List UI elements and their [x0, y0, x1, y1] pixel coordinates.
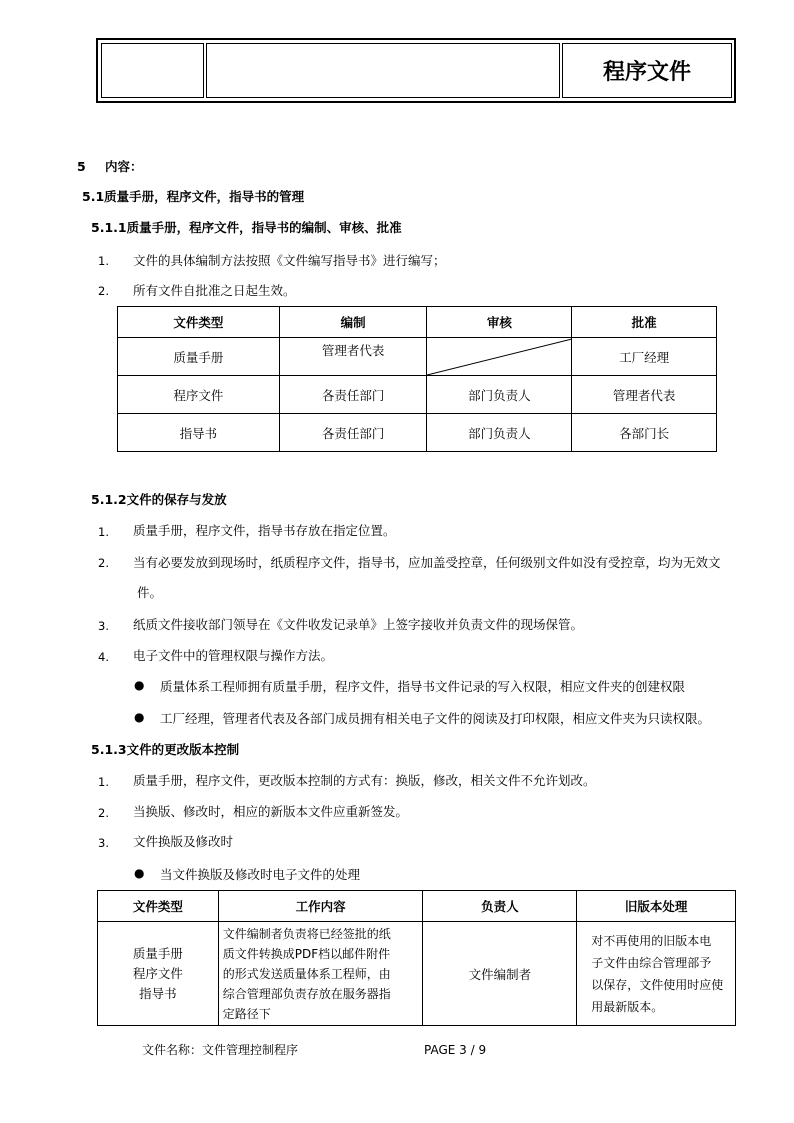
list-item: 文件换版及修改时 — [133, 834, 234, 849]
table-row — [118, 338, 717, 376]
list-number: 1. — [98, 525, 109, 539]
footer-page: PAGE 3 / 9 — [424, 1043, 487, 1057]
table-cell: 管理者代表 — [279, 338, 427, 376]
table-header-row — [98, 891, 736, 922]
list-item: 电子文件中的管理权限与操作方法。 — [133, 648, 334, 663]
table-row — [118, 376, 717, 414]
table-header-row — [118, 307, 717, 338]
table-header-cell: 文件类型 — [118, 307, 280, 338]
table-header-cell: 工作内容 — [218, 891, 423, 922]
table-cell: 部门负责人 — [427, 376, 572, 414]
list-number: 2. — [98, 806, 109, 820]
list-item: 当换版、修改时，相应的新版本文件应重新签发。 — [133, 804, 409, 819]
table-cell: 文件编制者 — [423, 922, 577, 1026]
table-cell: 部门负责人 — [427, 414, 572, 452]
section-heading: 内容： — [105, 159, 143, 174]
list-item: 质量手册，程序文件，指导书存放在指定位置。 — [133, 523, 396, 538]
bullet-item: 质量体系工程师拥有质量手册，程序文件，指导书文件记录的写入权限，相应文件夹的创建权限 — [160, 679, 686, 694]
footer-file-name: 文件名称：文件管理控制程序 — [142, 1043, 299, 1057]
table-cell: 工厂经理 — [572, 338, 717, 376]
list-item: 纸质文件接收部门领导在《文件收发记录单》上签字接收并负责文件的现场保管。 — [133, 617, 584, 632]
cell-line: 程序文件 — [132, 965, 183, 981]
subsection-5-1-1: 5.1.1质量手册，程序文件，指导书的编制、审核、批准 — [91, 220, 402, 235]
list-number: 2. — [98, 284, 109, 298]
cell-line: 定路径下 — [222, 1006, 271, 1021]
bullet-dot-icon: ● — [134, 678, 145, 692]
bullet-dot-icon: ● — [134, 866, 145, 880]
cell-line: 指导书 — [139, 985, 177, 1001]
table-cell-work — [218, 922, 423, 1026]
list-number: 1. — [98, 254, 109, 268]
header-middle-cell — [206, 43, 560, 98]
cell-line: 的形式发送质量体系工程师，由 — [222, 966, 391, 981]
cell-line: 综合管理部负责存放在服务器指 — [222, 986, 391, 1001]
cell-line: 质量手册 — [132, 945, 183, 961]
list-number: 3. — [98, 836, 109, 850]
section-number: 5 — [77, 159, 86, 174]
list-number: 1. — [98, 775, 109, 789]
list-item: 所有文件自批准之日起生效。 — [133, 283, 296, 298]
header-logo-cell — [101, 43, 204, 98]
table-header-cell: 负责人 — [423, 891, 577, 922]
table-cell: 各部门长 — [572, 414, 717, 452]
approval-table — [117, 306, 717, 452]
list-item-continuation: 件。 — [137, 585, 163, 600]
cell-line: 用最新版本。 — [591, 999, 664, 1014]
list-item: 质量手册，程序文件，更改版本控制的方式有：换版，修改，相关文件不允许划改。 — [133, 773, 596, 788]
table-cell: 各责任部门 — [279, 414, 427, 452]
list-number: 3. — [98, 619, 109, 633]
cell-line: 以保存，文件使用时应使 — [591, 977, 724, 992]
table-header-cell: 审核 — [427, 307, 572, 338]
header-title: 程序文件 — [562, 43, 732, 98]
document-header — [96, 38, 736, 103]
table-cell: 质量手册 — [118, 338, 280, 376]
diagonal-line — [427, 338, 572, 376]
bullet-item: 当文件换版及修改时电子文件的处理 — [160, 867, 361, 882]
table-cell-types — [98, 922, 219, 1026]
table-cell: 指导书 — [118, 414, 280, 452]
table-header-cell: 文件类型 — [98, 891, 219, 922]
cell-line: 质文件转换成PDF档以邮件附件 — [222, 946, 391, 961]
table-header-cell: 批准 — [572, 307, 717, 338]
list-item: 当有必要发放到现场时，纸质程序文件，指导书，应加盖受控章，任何级别文件如没有受控章，均为无效文 — [133, 555, 721, 570]
list-number: 2. — [98, 556, 109, 570]
cell-line: 对不再使用的旧版本电 — [591, 933, 712, 948]
table-row — [98, 922, 736, 1026]
table-cell: 各责任部门 — [279, 376, 427, 414]
subsection-5-1: 5.1质量手册，程序文件，指导书的管理 — [82, 189, 305, 204]
table-header-cell: 编制 — [279, 307, 427, 338]
list-item: 文件的具体编制方法按照《文件编写指导书》进行编写； — [133, 253, 446, 268]
subsection-5-1-2: 5.1.2文件的保存与发放 — [91, 492, 227, 507]
list-number: 4. — [98, 650, 109, 664]
cell-line: 文件编制者负责将已经签批的纸 — [222, 926, 391, 941]
table-row — [118, 414, 717, 452]
bullet-dot-icon: ● — [134, 710, 145, 724]
diagonal-empty-cell — [427, 338, 572, 376]
table-cell: 程序文件 — [118, 376, 280, 414]
cell-line: 子文件由综合管理部予 — [591, 955, 712, 970]
table-cell: 管理者代表 — [572, 376, 717, 414]
bullet-item: 工厂经理，管理者代表及各部门成员拥有相关电子文件的阅读及打印权限，相应文件夹为只读权限。 — [160, 711, 711, 726]
table-header-cell: 旧版本处理 — [577, 891, 736, 922]
version-table — [97, 890, 736, 1026]
table-cell-old — [577, 922, 736, 1026]
subsection-5-1-3: 5.1.3文件的更改版本控制 — [91, 742, 240, 757]
